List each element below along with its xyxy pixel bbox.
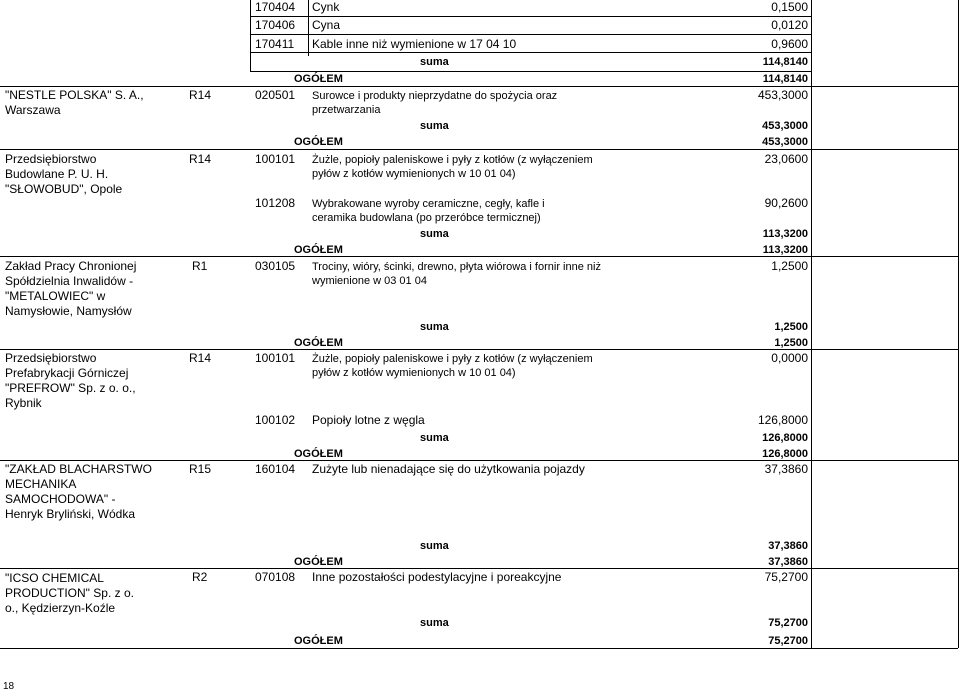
suma-label: suma <box>420 321 449 333</box>
company-name: Przedsiębiorstwo Budowlane P. U. H. "SŁOWOBUD", Opole <box>5 152 123 196</box>
company-name: "ICSO CHEMICAL PRODUCTION" Sp. z o. o., Kędzierzyn-Koźle <box>5 571 134 615</box>
waste-code: 070108 <box>255 570 296 584</box>
waste-code: 160104 <box>255 462 296 476</box>
ogolem-value: 75,2700 <box>768 635 808 647</box>
suma-value: 453,3000 <box>762 120 808 132</box>
border <box>811 0 812 648</box>
suma-value: 114,8140 <box>762 56 808 68</box>
waste-value: 0,1500 <box>771 0 808 14</box>
ogolem-value: 114,8140 <box>762 73 808 85</box>
process-code: R15 <box>189 462 212 476</box>
suma-value: 113,3200 <box>762 228 808 240</box>
waste-name: Cynk <box>312 0 340 14</box>
waste-name: Cyna <box>312 18 341 32</box>
company-separator <box>0 349 958 350</box>
waste-value: 75,2700 <box>764 570 808 584</box>
process-code: R14 <box>189 152 212 166</box>
waste-code: 101208 <box>255 196 296 210</box>
ogolem-value: 113,3200 <box>762 244 808 256</box>
ogolem-value: 37,3860 <box>768 556 808 568</box>
waste-name: Żużle, popioły paleniskowe i pyły z kotłów (z wyłączeniem pyłów z kotłów wymienionych w 10 01 04) <box>312 154 593 180</box>
suma-label: suma <box>420 120 449 132</box>
company-name: Przedsiębiorstwo Prefabrykacji Górniczej "PREFROW" Sp. z o. o., Rybnik <box>5 351 136 410</box>
border <box>308 0 309 56</box>
ogolem-value: 126,8000 <box>762 448 808 460</box>
company-name: "ZAKŁAD BLACHARSTWO MECHANIKA SAMOCHODOWA" - Henryk Bryliński, Wódka <box>5 462 152 521</box>
waste-code: 100101 <box>255 351 296 365</box>
process-code: R2 <box>192 570 208 584</box>
waste-name: Wybrakowane wyroby ceramiczne, cegły, kafle i ceramika budowlana (po przeróbce termicznej) <box>312 198 545 224</box>
company-separator <box>0 256 958 257</box>
suma-label: suma <box>420 228 449 240</box>
ogolem-label: OGÓŁEM <box>294 136 343 148</box>
waste-code: 170406 <box>255 18 296 32</box>
suma-value: 75,2700 <box>768 617 808 629</box>
waste-value: 126,8000 <box>757 413 808 427</box>
suma-label: suma <box>420 540 449 552</box>
waste-code: 020501 <box>255 88 296 102</box>
waste-name: Popioły lotne z węgla <box>312 413 425 427</box>
page-number: 18 <box>3 681 15 692</box>
ogolem-label: OGÓŁEM <box>294 635 343 647</box>
waste-name: Inne pozostałości podestylacyjne i poreakcyjne <box>312 570 562 584</box>
company-name: Zakład Pracy Chronionej Spółdzielnia Inwalidów - "METALOWIEC" w Namysłowie, Namysłów <box>5 259 137 318</box>
border <box>958 0 959 648</box>
waste-code: 100102 <box>255 413 296 427</box>
waste-code: 030105 <box>255 259 296 273</box>
waste-name: Zużyte lub nienadające się do użytkowania pojazdy <box>312 462 585 476</box>
waste-value: 0,0000 <box>771 351 808 365</box>
waste-name: Żużle, popioły paleniskowe i pyły z kotłów (z wyłączeniem pyłów z kotłów wymienionych w 10 01 04) <box>312 353 593 379</box>
process-code: R1 <box>192 259 208 273</box>
waste-name: Kable inne niż wymienione w 17 04 10 <box>312 37 517 51</box>
waste-code: 100101 <box>255 152 296 166</box>
suma-value: 126,8000 <box>762 432 808 444</box>
process-code: R14 <box>189 351 212 365</box>
suma-label: suma <box>420 617 449 629</box>
waste-value: 23,0600 <box>764 152 808 166</box>
ogolem-label: OGÓŁEM <box>294 448 343 460</box>
suma-label: suma <box>420 432 449 444</box>
suma-value: 37,3860 <box>768 540 808 552</box>
company-separator <box>0 460 958 461</box>
waste-value: 453,3000 <box>757 88 808 102</box>
waste-value: 0,0120 <box>771 18 808 32</box>
suma-value: 1,2500 <box>774 321 808 333</box>
ogolem-label: OGÓŁEM <box>294 73 343 85</box>
ogolem-label: OGÓŁEM <box>294 337 343 349</box>
waste-name: Trociny, wióry, ścinki, drewno, płyta wiórowa i fornir inne niż wymienione w 03 01 04 <box>312 261 601 287</box>
row-line <box>250 34 811 35</box>
waste-code: 170404 <box>255 0 296 14</box>
ogolem-value: 1,2500 <box>774 337 808 349</box>
table-bottom <box>0 648 958 649</box>
row-line <box>250 16 811 17</box>
waste-value: 37,3860 <box>764 462 808 476</box>
company-name: "NESTLE POLSKA" S. A., Warszawa <box>5 88 144 117</box>
ogolem-label: OGÓŁEM <box>294 556 343 568</box>
waste-value: 90,2600 <box>764 196 808 210</box>
ogolem-label: OGÓŁEM <box>294 244 343 256</box>
waste-value: 0,9600 <box>771 37 808 51</box>
row-line <box>250 52 811 53</box>
suma-label: suma <box>420 56 449 68</box>
border <box>250 0 251 72</box>
company-separator <box>0 86 958 87</box>
waste-name: Surowce i produkty nieprzydatne do spożycia oraz przetwarzania <box>312 90 558 116</box>
process-code: R14 <box>189 88 212 102</box>
company-separator <box>0 149 958 150</box>
company-separator <box>0 568 958 569</box>
waste-code: 170411 <box>255 37 295 51</box>
ogolem-value: 453,3000 <box>762 136 808 148</box>
waste-value: 1,2500 <box>771 259 808 273</box>
